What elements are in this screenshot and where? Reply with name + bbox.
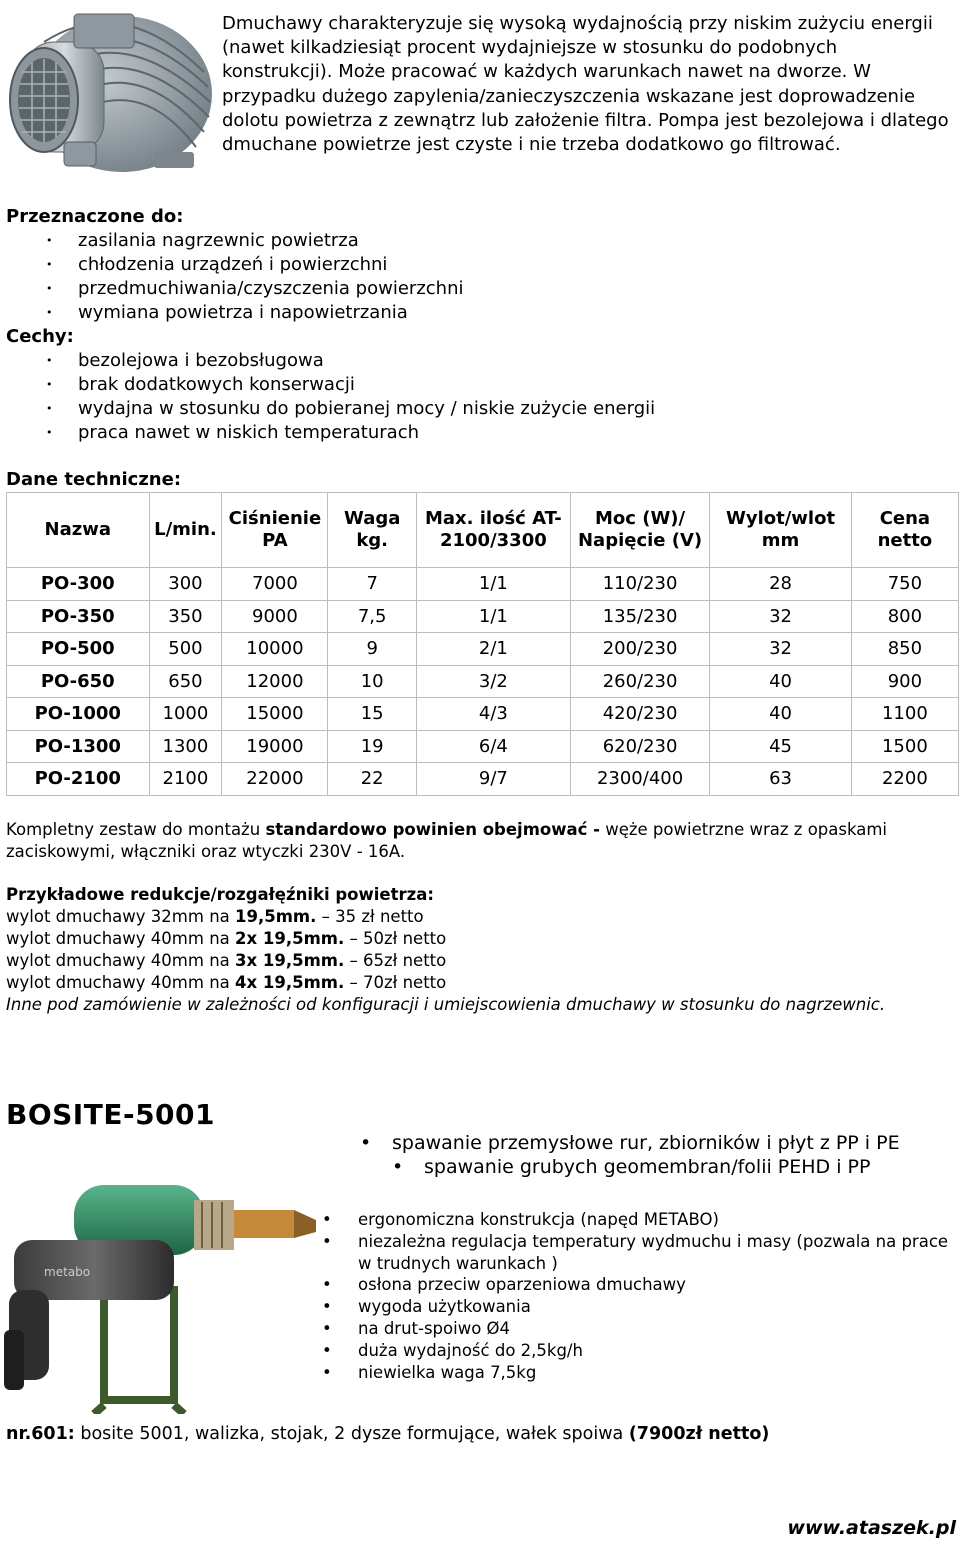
- offer-number: nr.601:: [6, 1424, 75, 1444]
- table-cell: 350: [149, 600, 222, 633]
- features-list: [6, 349, 906, 445]
- table-cell: 22: [328, 763, 416, 796]
- reducer-text: wylot dmuchawy 40mm na: [6, 951, 236, 970]
- purpose-heading: Przeznaczone do:: [6, 206, 184, 227]
- table-cell: 650: [149, 665, 222, 698]
- table-cell: 900: [851, 665, 958, 698]
- table-cell: 500: [149, 633, 222, 666]
- column-header: Moc (W)/ Napięcie (V): [570, 493, 709, 568]
- table-cell: 260/230: [570, 665, 709, 698]
- list-item: • zasilania nagrzewnic powietrza: [6, 229, 906, 253]
- table-cell: 22000: [222, 763, 328, 796]
- tech-heading: Dane techniczne:: [6, 469, 182, 490]
- table-cell: 10: [328, 665, 416, 698]
- table-cell: 2100: [149, 763, 222, 796]
- table-cell: PO-1000: [7, 698, 150, 731]
- table-cell: PO-300: [7, 568, 150, 601]
- spec-table: [6, 492, 959, 796]
- reducers-note: Inne pod zamówienie w zależności od konfiguracji i umiejscowienia dmuchawy w stosunku do nagrzewnic.: [6, 995, 886, 1014]
- column-header: Wylot/wlot mm: [710, 493, 851, 568]
- column-header: Waga kg.: [328, 493, 416, 568]
- table-cell: 2300/400: [570, 763, 709, 796]
- table-cell: PO-500: [7, 633, 150, 666]
- table-cell: 15000: [222, 698, 328, 731]
- bosite-title: BOSITE-5001: [6, 1098, 216, 1131]
- table-cell: 135/230: [570, 600, 709, 633]
- reducer-price: – 70zł netto: [344, 973, 447, 992]
- table-cell: 40: [710, 698, 851, 731]
- table-cell: 45: [710, 730, 851, 763]
- table-cell: 3/2: [416, 665, 570, 698]
- reducer-size: 2x 19,5mm.: [235, 929, 345, 948]
- reducer-line: [6, 928, 926, 950]
- reducers-heading: Przykładowe redukcje/rozgałęźniki powietrza:: [6, 885, 434, 904]
- reducers-section: [6, 884, 926, 1016]
- column-header: Ciśnienie PA: [222, 493, 328, 568]
- column-header: Nazwa: [7, 493, 150, 568]
- table-cell: 32: [710, 600, 851, 633]
- bosite-applications: [392, 1131, 952, 1179]
- bosite-features: [320, 1209, 950, 1383]
- table-cell: 110/230: [570, 568, 709, 601]
- list-item: • wydajna w stosunku do pobieranej mocy / niskie zużycie energii: [6, 397, 906, 421]
- table-row: [7, 633, 959, 666]
- table-cell: PO-650: [7, 665, 150, 698]
- application-item: • spawanie przemysłowe rur, zbiorników i płyt z PP i PE: [392, 1131, 952, 1155]
- table-cell: 1300: [149, 730, 222, 763]
- table-cell: 800: [851, 600, 958, 633]
- reducer-text: wylot dmuchawy 40mm na: [6, 929, 236, 948]
- intro-paragraph: Dmuchawy charakteryzuje się wysoką wydajnością przy niskim zużyciu energii (nawet kilkadziesiąt procent wydajniejsze w stosunku do podobnych konstrukcji). Może pracować w każdych warunkach nawet na dworze. W przypadku dużego zapylenia/zanieczyszczenia wskazane jest doprowadzenie dolotu powietrza z zewnątrz lub założenie filtra. Pompa jest bezolejowa i dlatego dmuchane powietrze jest czyste i nie trzeba dodatkowo go filtrować.: [222, 13, 949, 156]
- reducer-price: – 35 zł netto: [316, 907, 424, 926]
- table-cell: 200/230: [570, 633, 709, 666]
- table-row: [7, 730, 959, 763]
- table-cell: 1100: [851, 698, 958, 731]
- table-cell: 1000: [149, 698, 222, 731]
- table-cell: 420/230: [570, 698, 709, 731]
- list-item: • wymiana powietrza i napowietrzania: [6, 301, 906, 325]
- kit-bold: standardowo powinien obejmować -: [265, 820, 600, 839]
- reducer-size: 3x 19,5mm.: [235, 951, 345, 970]
- reducer-text: wylot dmuchawy 32mm na: [6, 907, 236, 926]
- feature-item: • ergonomiczna konstrukcja (napęd METABO): [320, 1209, 950, 1231]
- table-cell: 9/7: [416, 763, 570, 796]
- list-item: • praca nawet w niskich temperaturach: [6, 421, 906, 445]
- table-row: [7, 763, 959, 796]
- column-header: Cena netto: [851, 493, 958, 568]
- table-cell: 28: [710, 568, 851, 601]
- table-header-row: [7, 493, 959, 568]
- table-cell: 2/1: [416, 633, 570, 666]
- table-row: [7, 665, 959, 698]
- application-item: • spawanie grubych geomembran/folii PEHD i PP: [424, 1155, 952, 1179]
- list-item: • bezolejowa i bezobsługowa: [6, 349, 906, 373]
- reducer-line: [6, 950, 926, 972]
- table-cell: 19: [328, 730, 416, 763]
- purpose-list: [6, 229, 906, 325]
- table-row: [7, 698, 959, 731]
- reducer-line: [6, 972, 926, 994]
- list-item: • brak dodatkowych konserwacji: [6, 373, 906, 397]
- reducer-text: wylot dmuchawy 40mm na: [6, 973, 236, 992]
- table-cell: PO-2100: [7, 763, 150, 796]
- feature-item: • osłona przeciw oparzeniowa dmuchawy: [320, 1274, 950, 1296]
- table-cell: 620/230: [570, 730, 709, 763]
- column-header: Max. ilość AT-2100/3300: [416, 493, 570, 568]
- reducer-size: 19,5mm.: [235, 907, 317, 926]
- bosite-offer: [6, 1424, 769, 1444]
- list-item: • chłodzenia urządzeń i powierzchni: [6, 253, 906, 277]
- table-cell: 10000: [222, 633, 328, 666]
- table-cell: 7: [328, 568, 416, 601]
- bosite-welder-image: [4, 1180, 316, 1414]
- table-cell: 12000: [222, 665, 328, 698]
- table-cell: 63: [710, 763, 851, 796]
- table-cell: 4/3: [416, 698, 570, 731]
- table-cell: 7,5: [328, 600, 416, 633]
- table-cell: 6/4: [416, 730, 570, 763]
- column-header: L/min.: [149, 493, 222, 568]
- offer-price: (7900zł netto): [628, 1424, 770, 1444]
- metabo-label: metabo: [44, 1265, 91, 1279]
- table-cell: 1/1: [416, 600, 570, 633]
- table-row: [7, 568, 959, 601]
- table-cell: 9: [328, 633, 416, 666]
- reducer-price: – 50zł netto: [344, 929, 447, 948]
- table-row: [7, 600, 959, 633]
- list-item: • przedmuchiwania/czyszczenia powierzchni: [6, 277, 906, 301]
- table-cell: 40: [710, 665, 851, 698]
- table-cell: PO-1300: [7, 730, 150, 763]
- reducer-price: – 65zł netto: [344, 951, 447, 970]
- reducer-size: 4x 19,5mm.: [235, 973, 345, 992]
- kit-text-end: węże powietrzne wraz z opaskami zaciskowymi, włączniki oraz wtyczki 230V - 16A.: [6, 820, 888, 861]
- table-cell: 2200: [851, 763, 958, 796]
- table-cell: 19000: [222, 730, 328, 763]
- table-cell: 9000: [222, 600, 328, 633]
- feature-item: • duża wydajność do 2,5kg/h: [320, 1340, 950, 1362]
- table-cell: 300: [149, 568, 222, 601]
- feature-item: • wygoda użytkowania: [320, 1296, 950, 1318]
- features-heading: Cechy:: [6, 326, 74, 347]
- offer-text: bosite 5001, walizka, stojak, 2 dysze formujące, wałek spoiwa: [74, 1424, 629, 1444]
- table-cell: PO-350: [7, 600, 150, 633]
- table-cell: 1500: [851, 730, 958, 763]
- table-cell: 15: [328, 698, 416, 731]
- table-cell: 1/1: [416, 568, 570, 601]
- table-cell: 32: [710, 633, 851, 666]
- reducer-line: [6, 906, 926, 928]
- table-cell: 850: [851, 633, 958, 666]
- feature-item: • niezależna regulacja temperatury wydmuchu i masy (pozwala na prace w trudnych warunkach ): [320, 1231, 950, 1275]
- kit-text: Kompletny zestaw do montażu: [6, 820, 266, 839]
- feature-item: • na drut-spoiwo Ø4: [320, 1318, 950, 1340]
- kit-paragraph: [6, 819, 906, 863]
- footer-website-link[interactable]: www.ataszek.pl: [787, 1517, 956, 1539]
- table-cell: 750: [851, 568, 958, 601]
- air-blower-image: [4, 2, 218, 180]
- feature-item: • niewielka waga 7,5kg: [320, 1362, 950, 1384]
- table-cell: 7000: [222, 568, 328, 601]
